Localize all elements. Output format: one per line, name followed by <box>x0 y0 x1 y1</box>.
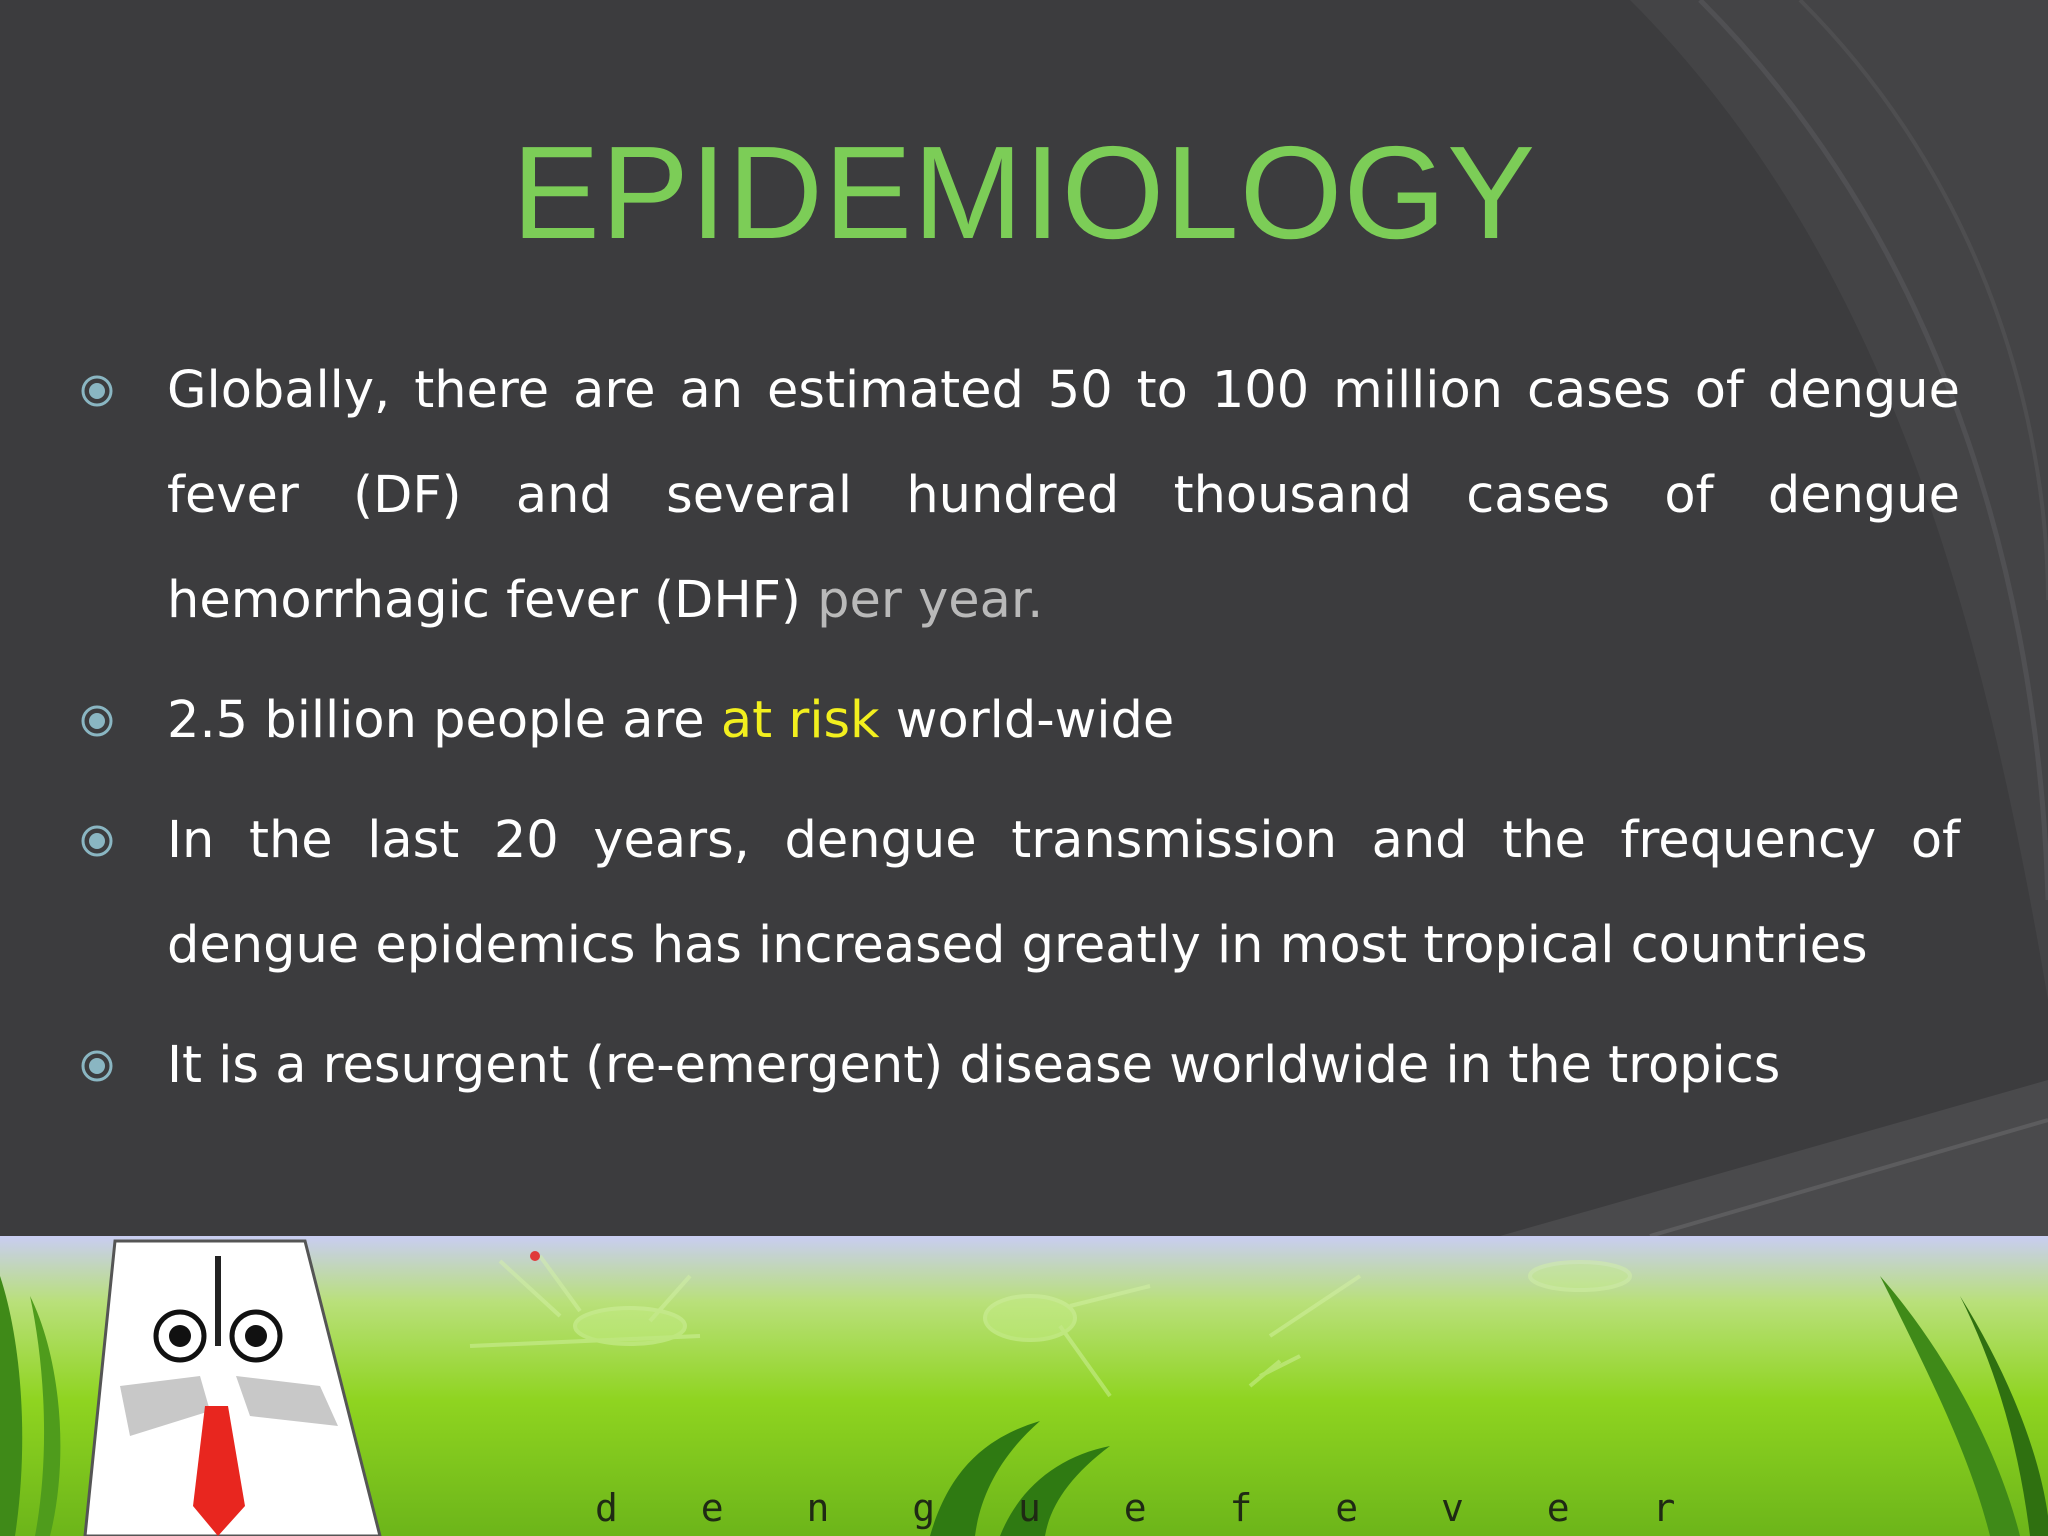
bullet-text: In the last 20 years, dengue transmission and the frequency of dengue epidemics has increased greatly in most tropical countries <box>167 811 1960 975</box>
bullet-item <box>80 1013 1960 1118</box>
bullet-text: It is a resurgent (re-emergent) disease worldwide in the tropics <box>167 1036 1781 1095</box>
bullet-text: Globally, there are an estimated 50 to 100 million cases of dengue fever (DF) and several hundred thousand cases of dengue hemorrhagic fever (DHF) <box>167 361 1960 630</box>
bullet-list <box>80 338 1960 1133</box>
bullet-item <box>80 338 1960 653</box>
footer-banner-text: d e n g u e f e v e r <box>595 1486 1706 1530</box>
circled-dot-icon <box>80 824 114 858</box>
bullet-text-muted: per year. <box>800 571 1044 630</box>
circled-dot-icon <box>80 1049 114 1083</box>
bullet-text: world-wide <box>879 691 1175 750</box>
bullet-item <box>80 788 1960 998</box>
bullet-text-highlight: at risk <box>720 691 880 750</box>
circled-dot-icon <box>80 704 114 738</box>
bullet-text: 2.5 billion people are <box>167 691 721 750</box>
circled-dot-icon <box>80 374 114 408</box>
slide-title: EPIDEMIOLOGY <box>511 119 1537 266</box>
bullet-item <box>80 668 1960 773</box>
